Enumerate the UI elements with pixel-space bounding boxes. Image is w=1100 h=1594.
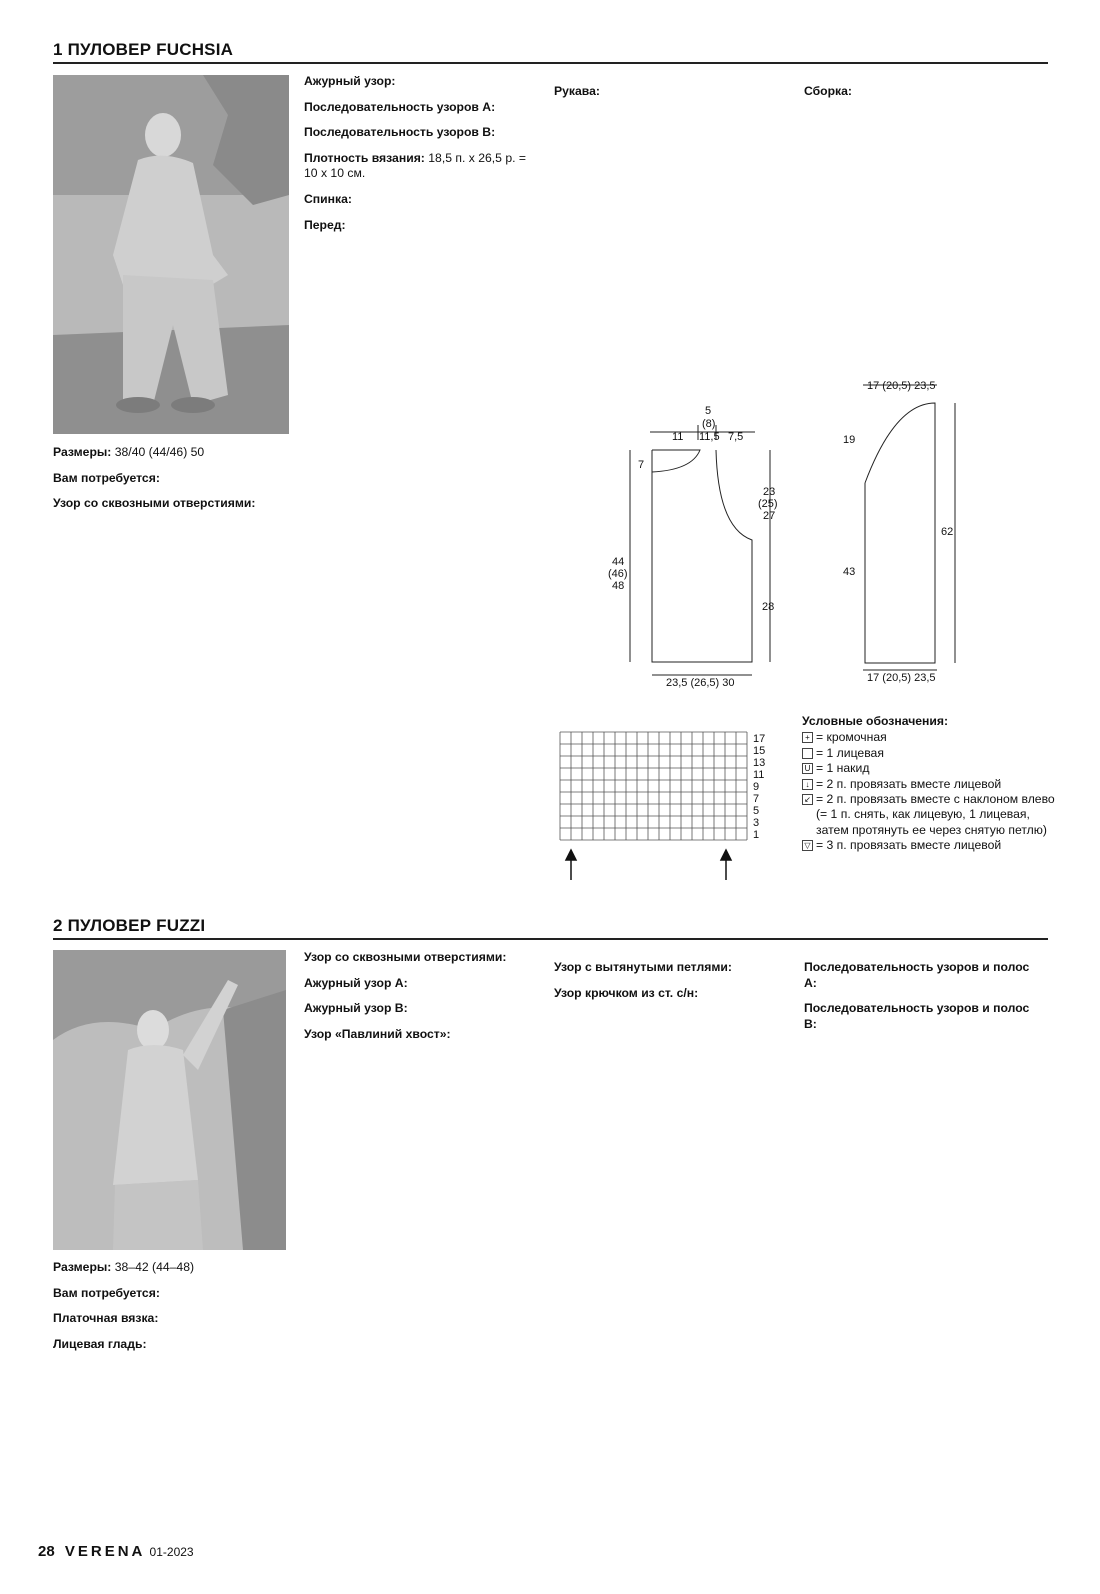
legend-item-ssk: ↙ = 2 п. провязать вместе с наклоном влево (= 1 п. снять, как лицевую, 1 лицевая, затем протянуть ее через снятую петлю): [802, 792, 1057, 838]
svg-text:23: 23: [763, 486, 776, 498]
section2-col2: Узор со сквозными отверстиями: Ажурный узор А: Ажурный узор В: Узор «Павлиний хвост»:: [304, 950, 507, 1041]
section2-title: 2 ПУЛОВЕР FUZZI: [53, 916, 206, 935]
svg-text:11,5: 11,5: [699, 431, 720, 443]
legend-item-yarnover: U = 1 накид: [802, 761, 1057, 776]
legend-item-k2tog: ↓ = 2 п. провязать вместе лицевой: [802, 777, 1057, 792]
legend-item-k3tog: ▽ = 3 п. провязать вместе лицевой: [802, 838, 1057, 853]
svg-text:43: 43: [843, 566, 856, 578]
chart-row-number: 5: [753, 805, 760, 817]
svg-text:17 (20,5) 23,5: 17 (20,5) 23,5: [867, 672, 936, 684]
section2-col1: Размеры: 38–42 (44–48) Вам потребуется: Платочная вязка: Лицевая гладь:: [53, 1260, 195, 1351]
chart-row-number: 17: [753, 733, 766, 745]
svg-text:11: 11: [672, 431, 684, 443]
issue-number: 01-2023: [149, 1545, 194, 1559]
knitting-chart: [558, 730, 793, 890]
svg-text:17 (20,5) 23,5: 17 (20,5) 23,5: [867, 380, 936, 392]
section1-rule: [53, 62, 1048, 64]
chart-row-number: 13: [753, 757, 766, 769]
legend-item-knit: = 1 лицевая: [802, 746, 1057, 761]
body-schema: [600, 400, 800, 690]
sizes-para: Размеры: 38/40 (44/46) 50: [53, 445, 205, 459]
eyelet-pattern-para: Узор со сквозными отверстиями:: [53, 496, 256, 511]
chart-row-number: 7: [753, 793, 760, 805]
svg-text:(46): (46): [608, 568, 628, 580]
materials-para: Вам потребуется:: [53, 470, 160, 485]
svg-text:48: 48: [612, 580, 625, 592]
section1-col4: Сборка:: [804, 84, 852, 98]
svg-text:23,5 (26,5) 30: 23,5 (26,5) 30: [666, 677, 735, 689]
chart-row-number: 3: [753, 817, 760, 829]
pullover-fuzzi-photo: [53, 950, 286, 1250]
section2-col4: Последовательность узоров и полос А: Последовательность узоров и полос В:: [804, 960, 1030, 1031]
section1-col3: Рукава:: [554, 84, 600, 98]
svg-text:19: 19: [843, 434, 856, 446]
svg-text:27: 27: [763, 510, 776, 522]
section2-rule: [53, 938, 1048, 940]
svg-text:7: 7: [638, 459, 645, 471]
svg-text:(25): (25): [758, 498, 778, 510]
svg-text:7,5: 7,5: [728, 431, 744, 443]
chart-row-number: 1: [753, 829, 760, 841]
chart-row-number: 15: [753, 745, 766, 757]
svg-text:(8): (8): [702, 418, 716, 430]
svg-text:44: 44: [612, 556, 625, 568]
chart-row-number: 9: [753, 781, 760, 793]
page-number: 28: [38, 1543, 55, 1560]
section1-col1: [53, 445, 282, 522]
chart-legend: [802, 714, 1057, 854]
svg-text:62: 62: [941, 526, 954, 538]
section1-col2: Ажурный узор: Последовательность узоров А: Последовательность узоров В: Плотность вязания: 18,5 п. x 26,5 р. = 10 х 10 см. Спинка: Перед:: [304, 74, 526, 232]
svg-text:28: 28: [762, 601, 775, 613]
legend-title: Условные обозначения:: [802, 714, 949, 728]
section1-title: 1 ПУЛОВЕР FUCHSIA: [53, 40, 234, 59]
svg-text:5: 5: [705, 405, 712, 417]
sleeve-schema: [835, 375, 985, 685]
magazine-name: VERENA: [64, 1543, 146, 1560]
page-footer: [38, 1543, 194, 1560]
legend-item-edge: + = кромочная: [802, 730, 1057, 745]
pullover-fuchsia-photo: [53, 75, 289, 434]
section2-col3: Узор с вытянутыми петлями: Узор крючком из ст. с/н:: [554, 960, 732, 1000]
chart-row-number: 11: [753, 769, 765, 781]
